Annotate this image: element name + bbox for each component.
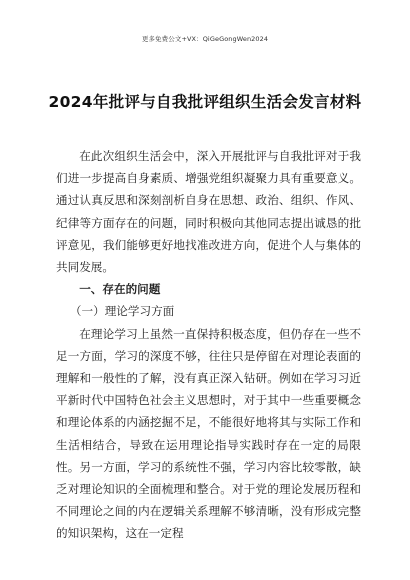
- document-title: 2024年批评与自我批评组织生活会发言材料: [48, 93, 362, 111]
- document-body: [56, 145, 361, 545]
- header-note: 更多免费公文+VX：QiGeGongWen2024: [141, 35, 269, 43]
- subsection-heading-theory-study: （一）理论学习方面: [69, 304, 175, 319]
- intro-paragraph: 在此次组织生活会中，深入开展批评与自我批评对于我们进一步提高自身素质、增强党组织凝聚力具有重要意义。通过认真反思和深刻剖析自身在思想、政治、组织、作风、纪律等方面存在的问题，同时积极向其他同志提出诚恳的批评意见，我们能够更好地找准改进方向，促进个人与集体的共同发展。: [56, 149, 361, 275]
- theory-study-paragraph: 在理论学习上虽然一直保持积极态度，但仍存在一些不足一方面，学习的深度不够，往往只是停留在对理论表面的理解和一般性的了解，没有真正深入钻研。例如在学习习近平新时代中国特色社会主义思想时，对于其中一些重要概念和理论体系的内涵挖掘不足，不能很好地将其与实际工作和生活相结合，导致在运用理论指导实践时存在一定的局限性。另一方面，学习的系统性不强，学习内容比较零散，缺乏对理论知识的全面梳理和整合。对于党的理论发展历程和不同理论之间的内在逻辑关系理解不够清晰，没有形成完整的知识架构，这在一定程: [56, 326, 361, 541]
- section-heading-problems: 一、存在的问题: [79, 282, 161, 297]
